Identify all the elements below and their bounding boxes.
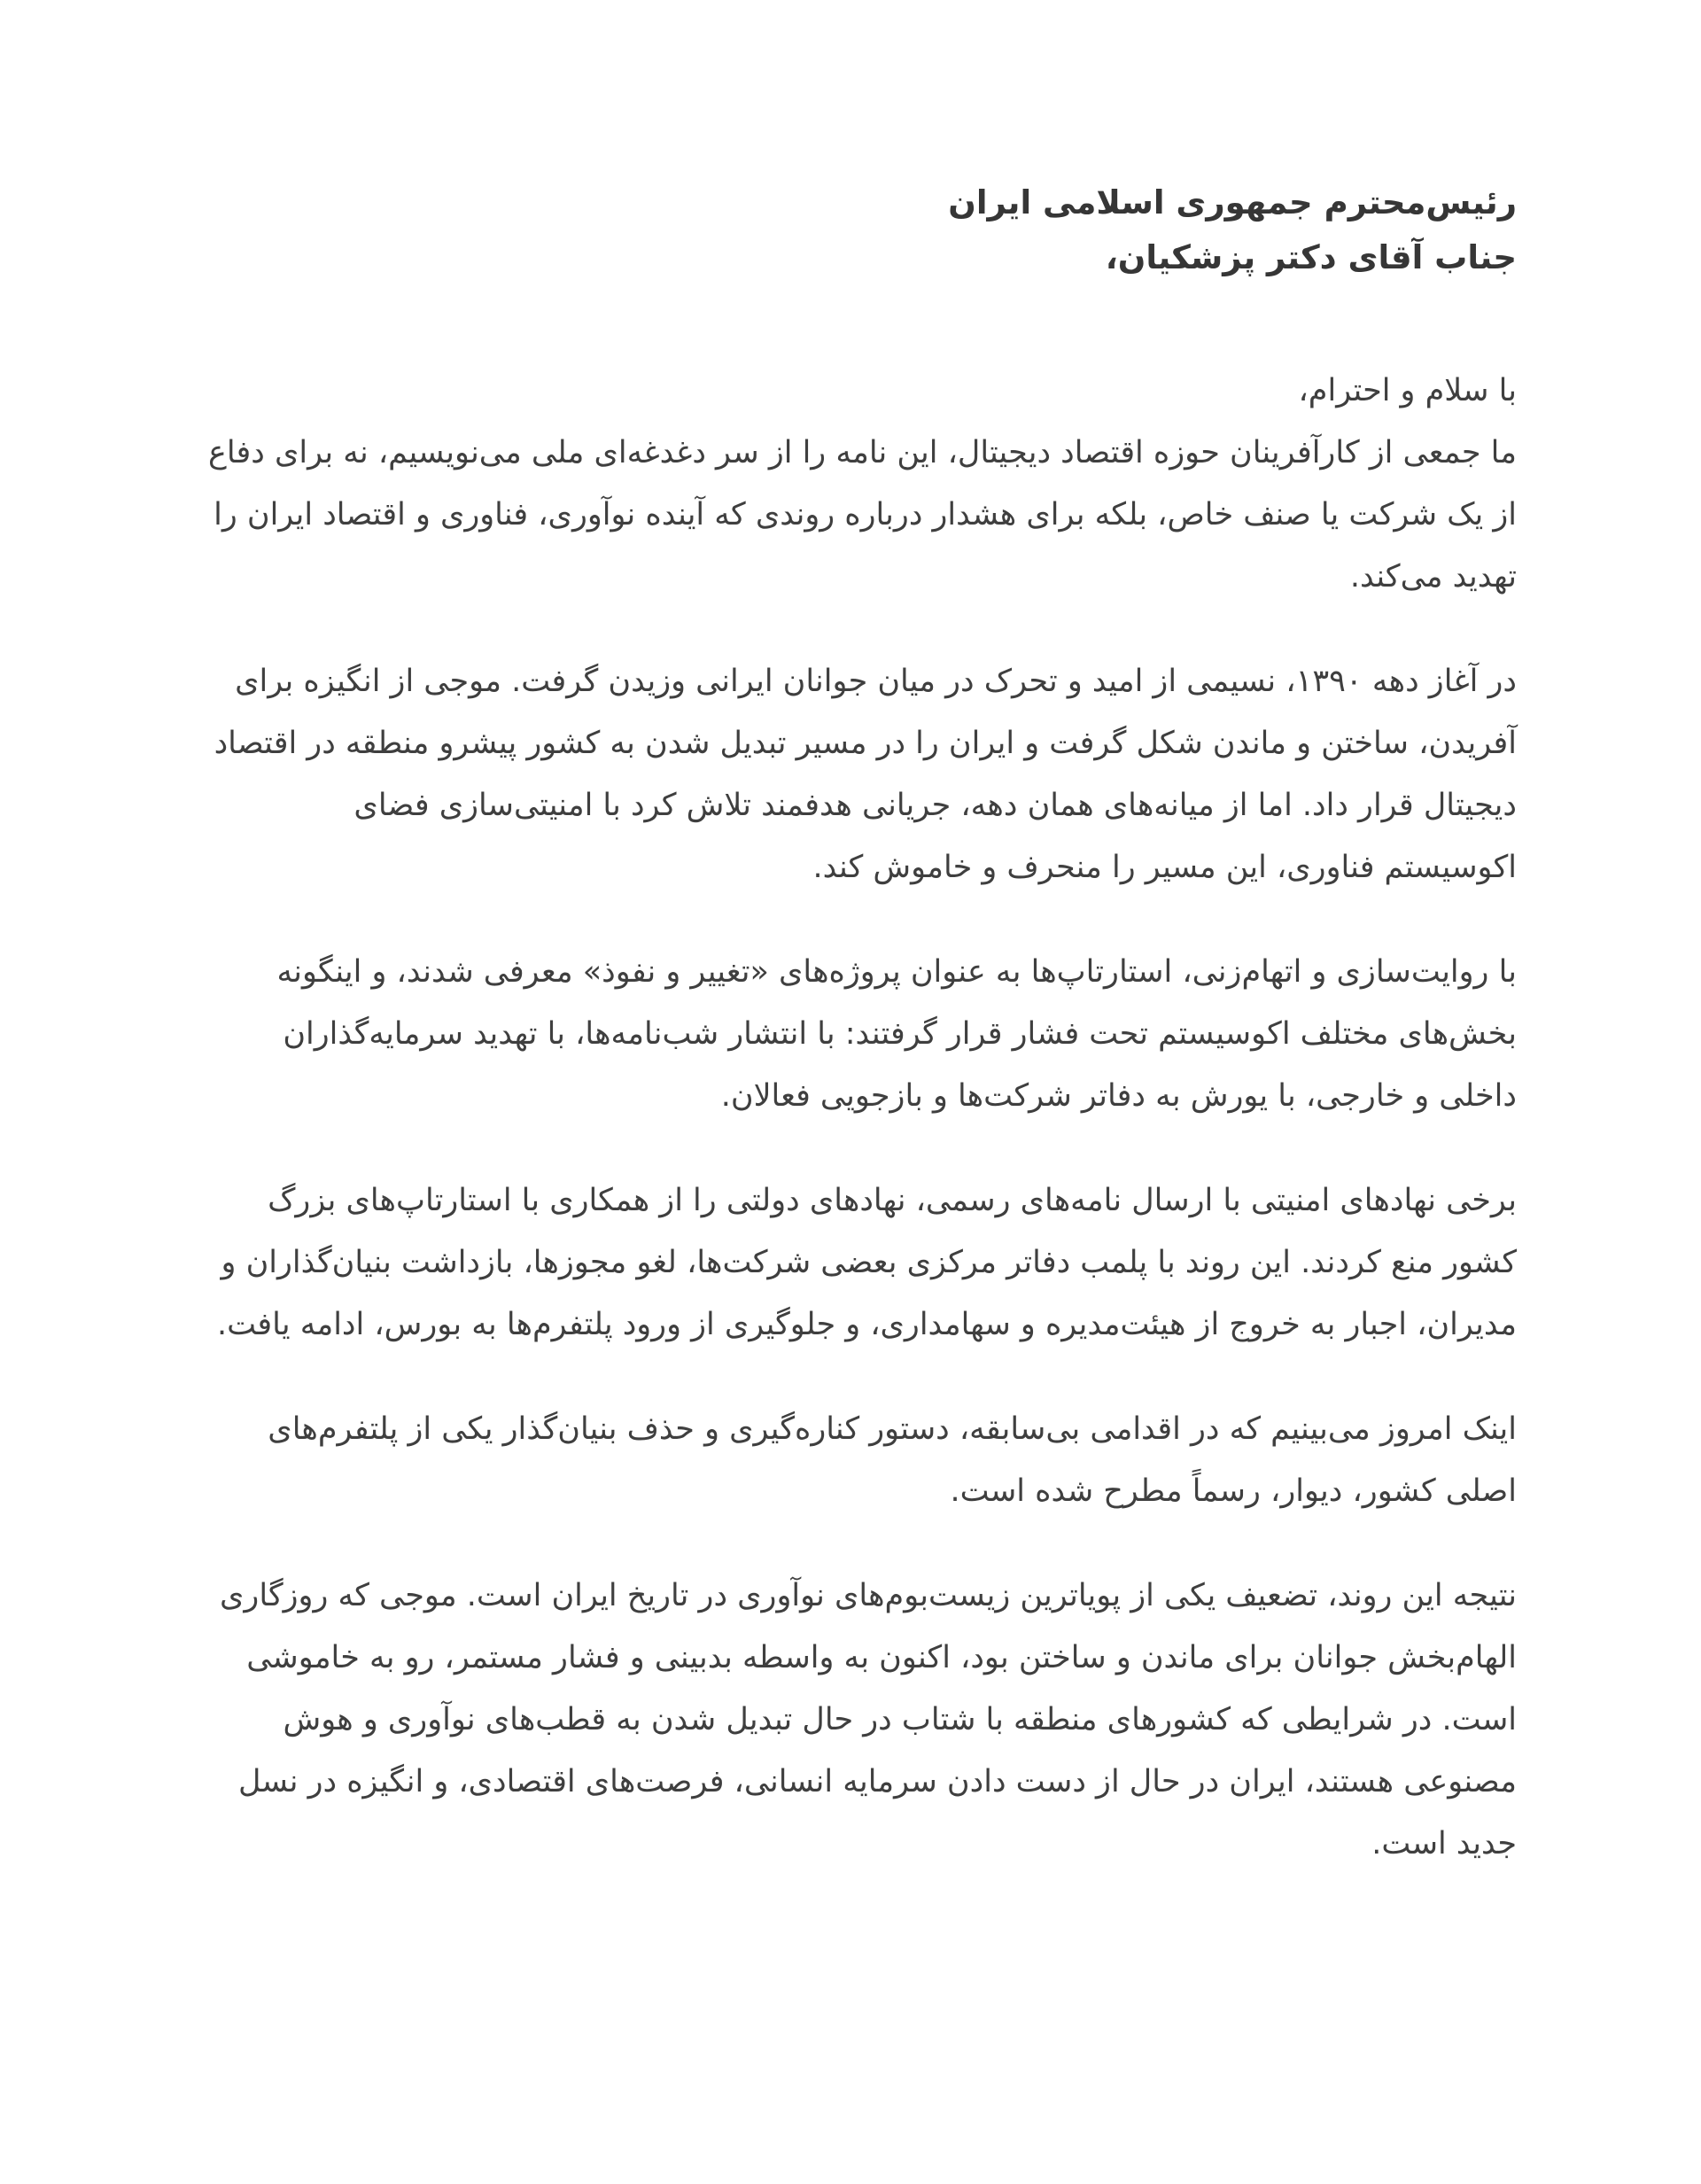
recipient-block [133, 0, 1517, 285]
paragraph-line: ما جمعی از کارآفرینان حوزه اقتصاد دیجیتال، این نامه را از سر دغدغه‌ای ملی می‌نویسیم، نه برای دفاع [207, 435, 1517, 470]
paragraph-line: داخلی و خارجی، با یورش به دفاتر شرکت‌ها و بازجویی فعالان. [720, 1078, 1517, 1114]
salutation-line: با سلام و احترام، [1298, 373, 1517, 408]
paragraph-line: اکوسیستم فناوری، این مسیر را منحرف و خاموش کند. [812, 850, 1517, 885]
paragraph-line: نتیجه این روند، تضعیف یکی از پویاترین زیست‌بوم‌های نوآوری در تاریخ ایران است. موجی که روزگاری [220, 1578, 1517, 1613]
paragraph-current-event [133, 1398, 1517, 1522]
recipient-title-line: رئیس‌محترم جمهوری اسلامی ایران [948, 183, 1517, 222]
paragraph-history [133, 650, 1517, 898]
paragraph-consequences [133, 1565, 1517, 1875]
paragraph-line: اینک امروز می‌بینیم که در اقدامی بی‌سابقه، دستور کناره‌گیری و حذف بنیان‌گذار یکی از پلتفرم‌های [268, 1411, 1517, 1447]
recipient-name-line: جناب آقای دکتر پزشکیان، [1105, 238, 1517, 276]
paragraph-line: مصنوعی هستند، ایران در حال از دست دادن سرمایه انسانی، فرصت‌های اقتصادی، و انگیزه در نسل [237, 1764, 1517, 1799]
paragraph-line: با روایت‌سازی و اتهام‌زنی، استارتاپ‌ها به عنوان پروژه‌های «تغییر و نفوذ» معرفی شدند، و اینگونه [276, 954, 1517, 990]
paragraph-line: کشور منع کردند. این روند با پلمب دفاتر مرکزی بعضی شرکت‌ها، لغو مجوزها، بازداشت بنیان‌گذاران و [221, 1245, 1517, 1280]
paragraph-intro [133, 360, 1517, 608]
letter-content [133, 0, 1517, 1917]
paragraph-accusations [133, 941, 1517, 1127]
paragraph-line: مدیران، اجبار به خروج از هیئت‌مدیره و سهامداری، و جلوگیری از ورود پلتفرم‌ها به بورس، ادامه یافت. [216, 1307, 1517, 1342]
paragraph-line: جدید است. [1371, 1826, 1517, 1861]
paragraph-restrictions [133, 1170, 1517, 1356]
paragraph-line: بخش‌های مختلف اکوسیستم تحت فشار قرار گرفتند: با انتشار شب‌نامه‌ها، با تهدید سرمایه‌گذاران [283, 1016, 1517, 1052]
paragraph-line: در آغاز دهه ۱۳۹۰، نسیمی از امید و تحرک در میان جوانان ایرانی وزیدن گرفت. موجی از انگیزه برای [235, 664, 1517, 699]
paragraph-line: تهدید می‌کند. [1349, 559, 1517, 595]
paragraph-line: الهام‌بخش جوانان برای ماندن و ساختن بود، اکنون به واسطه بدبینی و فشار مستمر، رو به خاموشی [246, 1640, 1517, 1675]
paragraph-line: آفریدن، ساختن و ماندن شکل گرفت و ایران را در مسیر تبدیل شدن به کشور پیشرو منطقه در اقتصاد [214, 726, 1517, 761]
paragraph-line: اصلی کشور، دیوار، رسماً مطرح شده است. [950, 1473, 1517, 1509]
paragraph-line: برخی نهادهای امنیتی با ارسال نامه‌های رسمی، نهادهای دولتی را از همکاری با استارتاپ‌های بزرگ [268, 1183, 1517, 1218]
paragraph-line: است. در شرایطی که کشورهای منطقه با شتاب در حال تبدیل شدن به قطب‌های نوآوری و هوش [283, 1702, 1517, 1737]
paragraph-line: از یک شرکت یا صنف خاص، بلکه برای هشدار درباره روندی که آینده نوآوری، فناوری و اقتصاد ایران را [214, 497, 1517, 532]
paragraph-line: دیجیتال قرار داد. اما از میانه‌های همان دهه، جریانی هدفمند تلاش کرد با امنیتی‌سازی فضای [353, 788, 1517, 823]
